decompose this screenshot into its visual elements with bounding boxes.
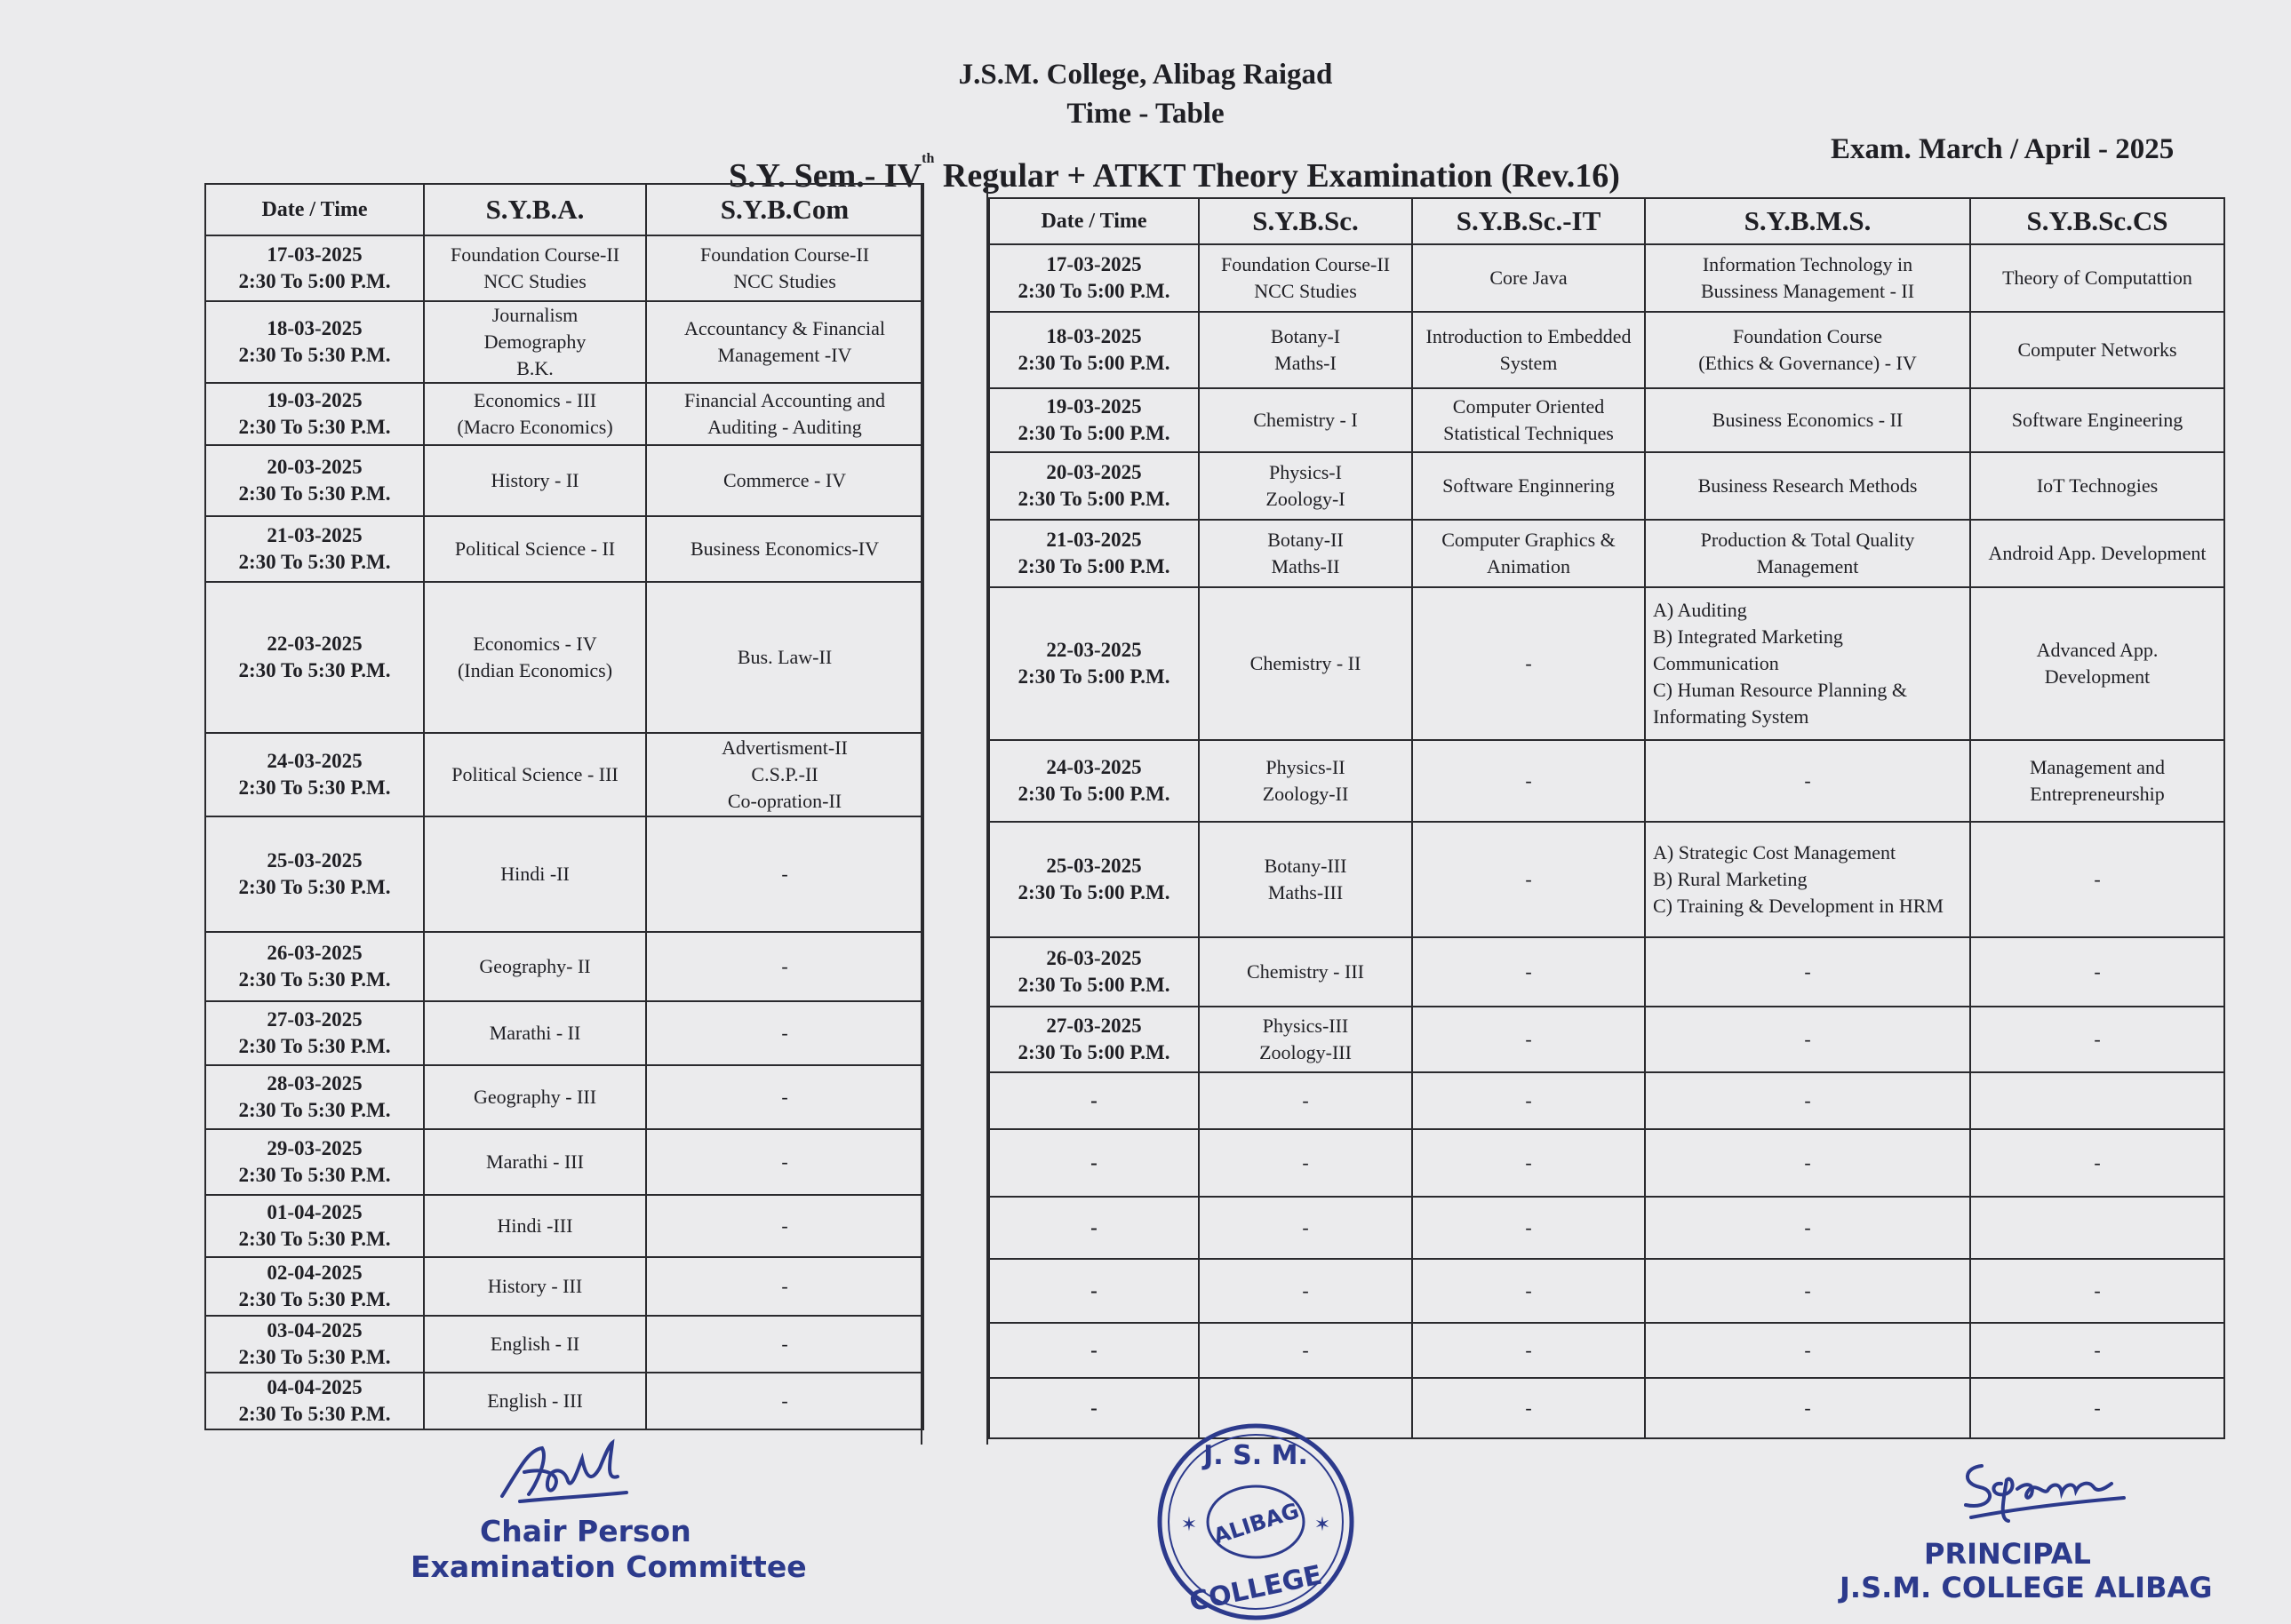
sybsc-cs-subject: - (1970, 1378, 2224, 1438)
sybsc-subject: Botany-II Maths-II (1199, 520, 1412, 587)
college-seal (1153, 1420, 1358, 1624)
date-time-cell (989, 1007, 1199, 1072)
table-row (989, 1007, 2224, 1072)
exam-time: 2:30 To 5:30 P.M. (238, 659, 391, 681)
header-sybsc: S.Y.B.Sc. (1199, 198, 1412, 244)
syba-subject: English - II (424, 1316, 646, 1373)
sybsc-it-subject: - (1412, 1378, 1645, 1438)
exam-date: 20-03-2025 (1046, 461, 1142, 483)
table-row (989, 1259, 2224, 1323)
sybms-subject: - (1645, 1323, 1970, 1378)
date-time-cell (989, 388, 1199, 452)
sybms-subject: Production & Total Quality Management (1645, 520, 1970, 587)
sybcom-subject: - (646, 1129, 923, 1195)
sybcom-subject: Commerce - IV (646, 445, 923, 516)
exam-date: 26-03-2025 (1046, 947, 1142, 969)
exam-date: 22-03-2025 (1046, 639, 1142, 661)
exam-date: 20-03-2025 (267, 456, 363, 478)
table-row (989, 937, 2224, 1007)
sybcom-subject: - (646, 1257, 923, 1316)
exam-time: 2:30 To 5:00 P.M. (1018, 352, 1170, 374)
title-rest: Regular + ATKT Theory Examination (Rev.16) (934, 157, 1620, 195)
date-time-cell (989, 937, 1199, 1007)
table-row (989, 312, 2224, 388)
syba-subject: Journalism Demography B.K. (424, 301, 646, 383)
exam-time: 2:30 To 5:00 P.M. (1018, 488, 1170, 510)
sybms-subject: A) Auditing B) Integrated Marketing Communication C) Human Resource Planning & Informating System (1645, 587, 1970, 740)
exam-date: 18-03-2025 (1046, 325, 1142, 347)
exam-time: 2:30 To 5:30 P.M. (238, 1099, 391, 1121)
exam-time: 2:30 To 5:30 P.M. (238, 1288, 391, 1310)
header-sybsc-it: S.Y.B.Sc.-IT (1412, 198, 1645, 244)
date-time-cell (205, 582, 424, 733)
exam-time: - (1090, 1339, 1098, 1361)
exam-date: 17-03-2025 (1046, 253, 1142, 275)
date-time-cell (205, 1001, 424, 1065)
table-row (205, 516, 923, 582)
syba-subject: Marathi - III (424, 1129, 646, 1195)
syba-subject: Foundation Course-II NCC Studies (424, 235, 646, 301)
exam-time: 2:30 To 5:00 P.M. (1018, 783, 1170, 805)
syba-subject: Hindi -III (424, 1195, 646, 1257)
seal-middle-text: ALIBAG (1210, 1498, 1303, 1549)
table-row (989, 1072, 2224, 1129)
arts-commerce-timetable (204, 183, 924, 1430)
sybms-subject: Business Economics - II (1645, 388, 1970, 452)
table-row (989, 740, 2224, 822)
sybsc-cs-subject: Android App. Development (1970, 520, 2224, 587)
date-time-cell (205, 1257, 424, 1316)
sybcom-subject: Business Economics-IV (646, 516, 923, 582)
syba-subject: Economics - III (Macro Economics) (424, 383, 646, 445)
syba-subject: Geography - III (424, 1065, 646, 1129)
exam-date: 19-03-2025 (1046, 395, 1142, 418)
date-time-cell (205, 1316, 424, 1373)
header-date-time: Date / Time (205, 184, 424, 235)
exam-time: - (1090, 1089, 1098, 1111)
exam-time: - (1090, 1397, 1098, 1419)
sybsc-cs-subject: Computer Networks (1970, 312, 2224, 388)
exam-time: 2:30 To 5:00 P.M. (238, 270, 391, 292)
exam-date: 21-03-2025 (267, 524, 363, 546)
sybsc-subject: Chemistry - III (1199, 937, 1412, 1007)
sybsc-cs-subject: - (1970, 1007, 2224, 1072)
sybsc-it-subject: - (1412, 740, 1645, 822)
sybsc-it-subject: - (1412, 1323, 1645, 1378)
table-row (205, 1373, 923, 1429)
sybcom-subject: - (646, 816, 923, 932)
exam-time: 2:30 To 5:30 P.M. (238, 1035, 391, 1057)
table-row (205, 1195, 923, 1257)
exam-time: 2:30 To 5:00 P.M. (1018, 665, 1170, 688)
table-row (205, 1316, 923, 1373)
exam-date: 18-03-2025 (267, 317, 363, 339)
header-date-time: Date / Time (989, 198, 1199, 244)
sybsc-subject: Physics-III Zoology-III (1199, 1007, 1412, 1072)
table-row (205, 235, 923, 301)
sybsc-cs-subject: - (1970, 937, 2224, 1007)
date-time-cell (989, 1129, 1199, 1197)
syba-subject: History - III (424, 1257, 646, 1316)
date-time-cell (205, 383, 424, 445)
sybcom-subject: - (646, 1373, 923, 1429)
table-row (205, 932, 923, 1001)
table-row (205, 383, 923, 445)
sybms-subject: - (1645, 1072, 1970, 1129)
sybsc-subject: - (1199, 1072, 1412, 1129)
table-row (205, 816, 923, 932)
exam-date: 25-03-2025 (1046, 855, 1142, 877)
sybms-subject: - (1645, 740, 1970, 822)
date-time-cell (205, 932, 424, 1001)
sybms-subject: - (1645, 1197, 1970, 1259)
sybsc-it-subject: Computer Graphics & Animation (1412, 520, 1645, 587)
exam-date: 03-04-2025 (267, 1319, 363, 1341)
sybsc-subject: - (1199, 1259, 1412, 1323)
sybsc-it-subject: - (1412, 1007, 1645, 1072)
table-row (205, 445, 923, 516)
date-time-cell (205, 1373, 424, 1429)
sybsc-it-subject: - (1412, 1197, 1645, 1259)
date-time-cell (989, 1323, 1199, 1378)
chair-person-signature (493, 1432, 653, 1512)
science-management-timetable (988, 197, 2225, 1439)
table-row (205, 1065, 923, 1129)
date-time-cell (989, 1197, 1199, 1259)
table-row (989, 822, 2224, 937)
sybsc-it-subject: - (1412, 1259, 1645, 1323)
sybcom-subject: Financial Accounting and Auditing - Auditing (646, 383, 923, 445)
sybcom-subject: - (646, 1316, 923, 1373)
title-main: S.Y. Sem.- IV (729, 157, 922, 195)
date-time-cell (205, 733, 424, 816)
exam-date: 17-03-2025 (267, 243, 363, 266)
sybsc-subject: Chemistry - I (1199, 388, 1412, 452)
sybsc-it-subject: - (1412, 587, 1645, 740)
sybsc-it-subject: - (1412, 1072, 1645, 1129)
syba-subject: Marathi - II (424, 1001, 646, 1065)
date-time-cell (989, 587, 1199, 740)
principal-label: PRINCIPAL (1924, 1537, 2091, 1571)
sybcom-subject: Advertisment-II C.S.P.-II Co-opration-II (646, 733, 923, 816)
sybms-subject: Business Research Methods (1645, 452, 1970, 520)
exam-date: 24-03-2025 (1046, 756, 1142, 778)
college-stamp-label: J.S.M. COLLEGE ALIBAG (1840, 1571, 2213, 1604)
exam-date: 27-03-2025 (267, 1008, 363, 1031)
exam-time: 2:30 To 5:30 P.M. (238, 1164, 391, 1186)
sybsc-subject: Botany-I Maths-I (1199, 312, 1412, 388)
exam-time: - (1090, 1216, 1098, 1238)
sybsc-cs-subject: Management and Entrepreneurship (1970, 740, 2224, 822)
exam-time: - (1090, 1279, 1098, 1302)
date-time-cell (205, 1195, 424, 1257)
exam-date: 24-03-2025 (267, 750, 363, 772)
sybsc-subject: Chemistry - II (1199, 587, 1412, 740)
exam-time: 2:30 To 5:30 P.M. (238, 344, 391, 366)
sybms-subject: - (1645, 1129, 1970, 1197)
sybsc-cs-subject: Theory of Computattion (1970, 244, 2224, 312)
exam-time: 2:30 To 5:00 P.M. (1018, 555, 1170, 577)
exam-time: 2:30 To 5:00 P.M. (1018, 881, 1170, 904)
sybcom-subject: - (646, 1065, 923, 1129)
table-row (205, 582, 923, 733)
sybms-subject: Foundation Course (Ethics & Governance) - IV (1645, 312, 1970, 388)
exam-date: 28-03-2025 (267, 1072, 363, 1095)
sybms-subject: - (1645, 1259, 1970, 1323)
sybsc-it-subject: - (1412, 1129, 1645, 1197)
exam-date: 19-03-2025 (267, 389, 363, 411)
sybcom-subject: Accountancy & Financial Management -IV (646, 301, 923, 383)
table-row (205, 1001, 923, 1065)
sybcom-subject: - (646, 1195, 923, 1257)
date-time-cell (989, 1259, 1199, 1323)
sybcom-subject: Bus. Law-II (646, 582, 923, 733)
date-time-cell (205, 235, 424, 301)
table-row (989, 388, 2224, 452)
date-time-cell (205, 1065, 424, 1129)
sybms-subject: - (1645, 937, 1970, 1007)
sybsc-cs-subject: - (1970, 1129, 2224, 1197)
syba-subject: Political Science - II (424, 516, 646, 582)
date-time-cell (989, 452, 1199, 520)
sybcom-subject: Foundation Course-II NCC Studies (646, 235, 923, 301)
sybsc-cs-subject: - (1970, 1259, 2224, 1323)
table-row (205, 1129, 923, 1195)
document-subtitle: Time - Table (1066, 98, 1225, 130)
exam-time: 2:30 To 5:30 P.M. (238, 776, 391, 799)
table-row (989, 1323, 2224, 1378)
sybms-subject: - (1645, 1007, 1970, 1072)
exam-date: 21-03-2025 (1046, 529, 1142, 551)
exam-date: 26-03-2025 (267, 942, 363, 964)
sybsc-cs-subject: Software Engineering (1970, 388, 2224, 452)
exam-time: 2:30 To 5:00 P.M. (1018, 1041, 1170, 1063)
sybsc-cs-subject (1970, 1072, 2224, 1129)
exam-time: 2:30 To 5:30 P.M. (238, 1228, 391, 1250)
syba-subject: English - III (424, 1373, 646, 1429)
date-time-cell (989, 312, 1199, 388)
sybsc-cs-subject: - (1970, 1323, 2224, 1378)
exam-session: Exam. March / April - 2025 (1831, 133, 2175, 165)
sybsc-cs-subject (1970, 1197, 2224, 1259)
title-sup: th (922, 151, 935, 166)
sybsc-subject: Foundation Course-II NCC Studies (1199, 244, 1412, 312)
table-row (989, 244, 2224, 312)
table-row (989, 587, 2224, 740)
syba-subject: Economics - IV (Indian Economics) (424, 582, 646, 733)
date-time-cell (989, 740, 1199, 822)
date-time-cell (989, 520, 1199, 587)
header-sybms: S.Y.B.M.S. (1645, 198, 1970, 244)
header-sybcom: S.Y.B.Com (646, 184, 923, 235)
sybms-subject: - (1645, 1378, 1970, 1438)
header-syba: S.Y.B.A. (424, 184, 646, 235)
seal-star-icon: ✶ (1180, 1513, 1198, 1535)
sybsc-cs-subject: Advanced App. Development (1970, 587, 2224, 740)
date-time-cell (989, 822, 1199, 937)
exam-time: 2:30 To 5:30 P.M. (238, 482, 391, 505)
sybsc-subject: Physics-II Zoology-II (1199, 740, 1412, 822)
sybsc-subject: - (1199, 1129, 1412, 1197)
table-row (989, 1197, 2224, 1259)
table-gap (921, 183, 988, 1445)
exam-date: 22-03-2025 (267, 633, 363, 655)
date-time-cell (205, 1129, 424, 1195)
exam-date: 27-03-2025 (1046, 1015, 1142, 1037)
table-row (205, 301, 923, 383)
exam-time: 2:30 To 5:30 P.M. (238, 1346, 391, 1368)
sybcom-subject: - (646, 932, 923, 1001)
syba-subject: Hindi -II (424, 816, 646, 932)
exam-time: 2:30 To 5:00 P.M. (1018, 280, 1170, 302)
table-row (205, 1257, 923, 1316)
exam-time: 2:30 To 5:00 P.M. (1018, 422, 1170, 444)
sybsc-subject: - (1199, 1197, 1412, 1259)
date-time-cell (205, 445, 424, 516)
exam-date: 02-04-2025 (267, 1262, 363, 1284)
chair-person-label: Chair Person (480, 1514, 691, 1548)
sybsc-it-subject: Software Enginnering (1412, 452, 1645, 520)
sybsc-subject: Physics-I Zoology-I (1199, 452, 1412, 520)
exam-date: 25-03-2025 (267, 849, 363, 872)
exam-time: 2:30 To 5:30 P.M. (238, 876, 391, 898)
table-row (989, 520, 2224, 587)
date-time-cell (205, 816, 424, 932)
date-time-cell (989, 1072, 1199, 1129)
sybcom-subject: - (646, 1001, 923, 1065)
sybsc-it-subject: - (1412, 822, 1645, 937)
exam-date: 01-04-2025 (267, 1201, 363, 1223)
table-row (205, 733, 923, 816)
exam-time: 2:30 To 5:00 P.M. (1018, 974, 1170, 996)
seal-bottom-text: COLLEGE (1186, 1559, 1325, 1619)
exam-time: 2:30 To 5:30 P.M. (238, 551, 391, 573)
syba-subject: Geography- II (424, 932, 646, 1001)
table-row (989, 1129, 2224, 1197)
header-sybsc-cs: S.Y.B.Sc.CS (1970, 198, 2224, 244)
exam-time: 2:30 To 5:30 P.M. (238, 1403, 391, 1425)
sybsc-it-subject: - (1412, 937, 1645, 1007)
sybsc-cs-subject: IoT Technogies (1970, 452, 2224, 520)
syba-subject: History - II (424, 445, 646, 516)
sybsc-it-subject: Introduction to Embedded System (1412, 312, 1645, 388)
sybsc-it-subject: Core Java (1412, 244, 1645, 312)
principal-signature (1955, 1448, 2133, 1528)
sybms-subject: Information Technology in Bussiness Management - II (1645, 244, 1970, 312)
exam-date: 04-04-2025 (267, 1376, 363, 1398)
sybms-subject: A) Strategic Cost Management B) Rural Marketing C) Training & Development in HRM (1645, 822, 1970, 937)
exam-time: - (1090, 1151, 1098, 1174)
date-time-cell (205, 301, 424, 383)
exam-time: 2:30 To 5:30 P.M. (238, 416, 391, 438)
date-time-cell (989, 244, 1199, 312)
table-row (989, 452, 2224, 520)
sybsc-subject: - (1199, 1323, 1412, 1378)
exam-time: 2:30 To 5:30 P.M. (238, 968, 391, 991)
syba-subject: Political Science - III (424, 733, 646, 816)
seal-star-icon: ✶ (1313, 1513, 1331, 1535)
sybsc-cs-subject: - (1970, 822, 2224, 937)
examination-committee-label: Examination Committee (411, 1549, 807, 1584)
date-time-cell (205, 516, 424, 582)
sybsc-it-subject: Computer Oriented Statistical Techniques (1412, 388, 1645, 452)
college-name: J.S.M. College, Alibag Raigad (958, 59, 1333, 91)
sybsc-subject: Botany-III Maths-III (1199, 822, 1412, 937)
seal-top-text: J. S. M. (1203, 1440, 1308, 1471)
exam-date: 29-03-2025 (267, 1137, 363, 1159)
